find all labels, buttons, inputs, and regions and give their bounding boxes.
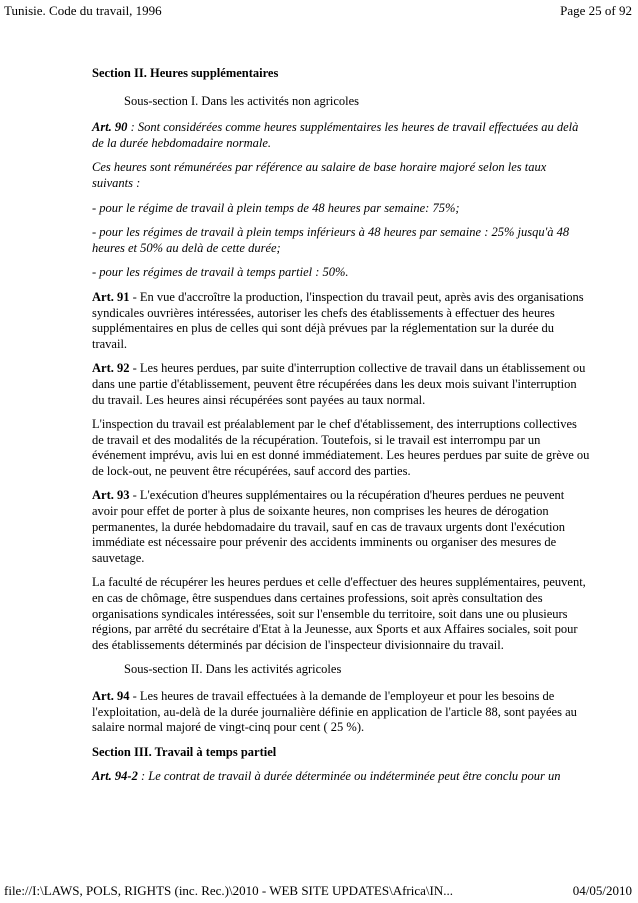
- section-title-heures-supplementaires: Section II. Heures supplémentaires: [92, 66, 279, 80]
- article-92-label: Art. 92: [92, 361, 130, 376]
- document-title: Tunisie. Code du travail, 1996: [4, 3, 162, 18]
- article-94-2-label: Art. 94-2: [92, 769, 138, 784]
- file-path: file://I:\LAWS, POLS, RIGHTS (inc. Rec.)\2010 - WEB SITE UPDATES\Africa\IN...: [4, 883, 453, 898]
- article-93-text: - L'exécution d'heures supplémentaires ou la récupération d'heures perdues ne peuvent avoir pour effet de porter à plus de soixante heures, non comprises les heures de dérogation permanentes, la durée hebdomadaire du travail, sauf en cas de travaux urgents dont l'exécution immédiate est nécessaire pour prévenir des accidents imminents ou organiser des mesures de sauvetage.: [92, 488, 566, 565]
- article-91-text: - En vue d'accroître la production, l'inspection du travail peut, après avis des organisations syndicales ouvrières intéressées, autoriser les chefs des établissements à effectuer des heures supplémentaires en plus de celles qui sont déjà prévues par la réglementation sur la durée du travail.: [92, 289, 584, 351]
- paragraph-remuneration: Ces heures sont rémunérées par référence au salaire de base horaire majoré selon les taux suivants :: [92, 160, 547, 190]
- article-94-2: [92, 769, 590, 785]
- article-93: [92, 488, 590, 566]
- print-date: 04/05/2010: [572, 883, 632, 898]
- article-90-text: : Sont considérées comme heures supplémentaires les heures de travail effectuées au delà de la durée hebdomadaire normale.: [92, 120, 579, 150]
- page-number: Page 25 of 92: [558, 1, 634, 21]
- article-90-label: Art. 90: [92, 120, 128, 135]
- section-title-temps-partiel: Section III. Travail à temps partiel: [92, 744, 277, 759]
- article-92: [92, 361, 590, 408]
- article-90: [92, 120, 590, 151]
- article-94-text: - Les heures de travail effectuées à la demande de l'employeur et pour les besoins de l'exploitation, au-delà de la durée journalière définie en application de l'article 88, sont payées au salaire normal majoré de vingt-cinq pour cent ( 25 %).: [92, 689, 577, 735]
- article-94-label: Art. 94: [92, 689, 130, 703]
- article-94: [92, 689, 590, 736]
- paragraph-faculte: La faculté de récupérer les heures perdues et celle d'effectuer des heures supplémentaires, peuvent, en cas de chômage, être suspendues dans certaines professions, soit après consultation des organisations syndicales intéressées, soit sur l'ensemble du territoire, soit dans une ou plusieurs régions, par arrêté du secrétaire d'Etat à la Jeunesse, aux Sports et aux Affaires sociales, soit pour des établissements déterminés par décision de l'inspecteur divisionnaire du travail.: [92, 575, 586, 652]
- paragraph-inspection: L'inspection du travail est préalablement par le chef d'établissement, des interruptions collectives de travail et des modalités de la récupération. Toutefois, si le travail est interrompu par un événement imprévu, avis lui en est donné immédiatement. Les heures perdues par suite de grève ou de lock-out, ne peuvent être récupérées, sauf accord des parties.: [92, 417, 590, 478]
- paragraph-regime-inferieur-48h: - pour les régimes de travail à plein temps inférieurs à 48 heures par semaine : 25% jusqu'à 48 heures et 50% au delà de cette durée;: [92, 225, 570, 255]
- article-94-2-text: : Le contrat de travail à durée déterminée ou indéterminée peut être conclu pour un: [137, 769, 561, 784]
- article-91-label: Art. 91: [92, 289, 130, 304]
- article-93-label: Art. 93: [92, 488, 130, 503]
- paragraph-regime-48h: - pour le régime de travail à plein temps de 48 heures par semaine: 75%;: [92, 200, 460, 215]
- article-92-text: - Les heures perdues, par suite d'interruption collective de travail dans un établissement ou dans une partie d'établissement, peuvent être récupérées dans les deux mois suivant l'interruption du travail. Les heures ainsi récupérées sont payées au taux normal.: [92, 361, 586, 407]
- document-body: [92, 66, 590, 794]
- page-header: [0, 0, 638, 22]
- article-91: [92, 290, 590, 352]
- paragraph-temps-partiel: - pour les régimes de travail à temps partiel : 50%.: [92, 265, 349, 280]
- subsection-title-non-agricoles: Sous-section I. Dans les activités non agricoles: [124, 93, 360, 108]
- page-footer: [0, 880, 638, 902]
- subsection-title-agricoles: Sous-section II. Dans les activités agricoles: [124, 662, 342, 677]
